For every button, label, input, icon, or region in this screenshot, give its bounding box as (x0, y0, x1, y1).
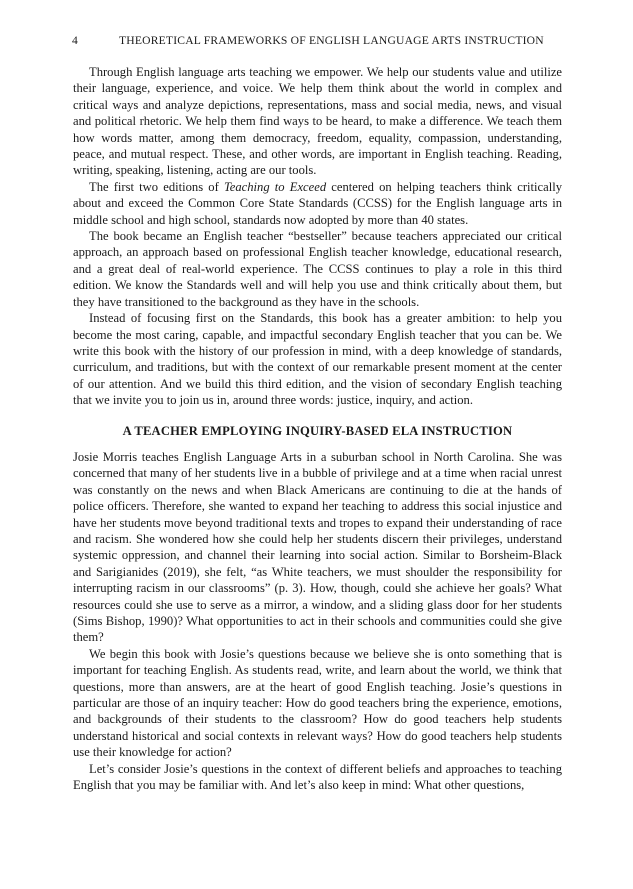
paragraph-text: centered on helping teachers think critically about and exceed the Common Core State Standards (CCSS) for the English language arts in middle school and high school, standards now adopted by more than 40 states. (73, 179, 562, 227)
section-heading: A TEACHER EMPLOYING INQUIRY-BASED ELA INSTRUCTION (122, 423, 513, 438)
paragraph: Let’s consider Josie’s questions in the context of different beliefs and approaches to teaching English that you may be familiar with. And let’s also keep in mind: What other questions, (73, 761, 562, 793)
paragraph: Through English language arts teaching we empower. We help our students value and utilize their language, experience, and voice. We help them think about the world in complex and critical ways and analyze depictions, representations, mass and social media, news, and visual and political rhetoric. We help them find ways to be heard, to make a difference. We teach them how words matter, among them democracy, freedom, equality, compassion, understanding, peace, and mutual respect. These, and other words, are important in English teaching. Reading, writing, speaking, listening, acting are our tools. (73, 65, 562, 178)
body-text (73, 64, 562, 793)
paragraph: We begin this book with Josie’s questions because we believe she is onto something that is important for teaching English. As students read, write, and learn about the world, we think that questions, more than answers, are at the heart of good English teaching. Josie’s questions in particular are those of an inquiry teacher: How do good teachers bring the experience, emotions, and backgrounds of their students to the classroom? How do good teachers help students understand historical and social contexts in relevant ways? How do good teachers help students use their knowledge for action? (73, 646, 562, 760)
book-title: Teaching to Exceed (223, 179, 327, 194)
paragraph: The book became an English teacher “bestseller” because teachers appreciated our critical approach, an approach based on professional English teacher knowledge, educational research, and a great deal of real-world experience. The CCSS continues to play a role in this third edition. We know the Standards well and will help you use and think critically about them, but they have transitioned to the background as they have in the schools. (73, 229, 562, 309)
paragraph (73, 179, 562, 228)
paragraph: Josie Morris teaches English Language Arts in a suburban school in North Carolina. She was concerned that many of her students live in a bubble of privilege and at a time when racial unrest was constantly on the news and when Black Americans are continuing to die at the hands of police officers. Therefore, she wanted to expand her teaching to address this social injustice and have her students move beyond traditional texts and tropes to expand their understanding of race and racism. She wondered how she could help her students discern their privileges, understand systemic oppression, and channel their learning into social action. Similar to Borsheim-Black and Sarigianides (2019), she felt, “as White teachers, we must shoulder the responsibility for interrupting racism in our classrooms” (p. 3). How, though, could she achieve her goals? What resources could she use to serve as a mirror, a window, and a sliding glass door for her students (Sims Bishop, 1990)? What opportunities to act in their schools and communities could she give them? (73, 449, 562, 645)
page-number: 4 (72, 34, 78, 47)
paragraph-text: The first two editions of (89, 179, 224, 194)
paragraph: Instead of focusing first on the Standards, this book has a greater ambition: to help you become the most caring, capable, and impactful secondary English teacher that you can be. We write this book with the history of our profession in mind, with a deep knowledge of standards, curriculum, and traditions, but with the context of our remarkable present moment at the center of our attention. And we build this third edition, and the vision of secondary English teaching that we invite you to join us in, around three words: justice, inquiry, and action. (73, 311, 562, 408)
running-head: THEORETICAL FRAMEWORKS OF ENGLISH LANGUAGE ARTS INSTRUCTION (119, 34, 544, 47)
